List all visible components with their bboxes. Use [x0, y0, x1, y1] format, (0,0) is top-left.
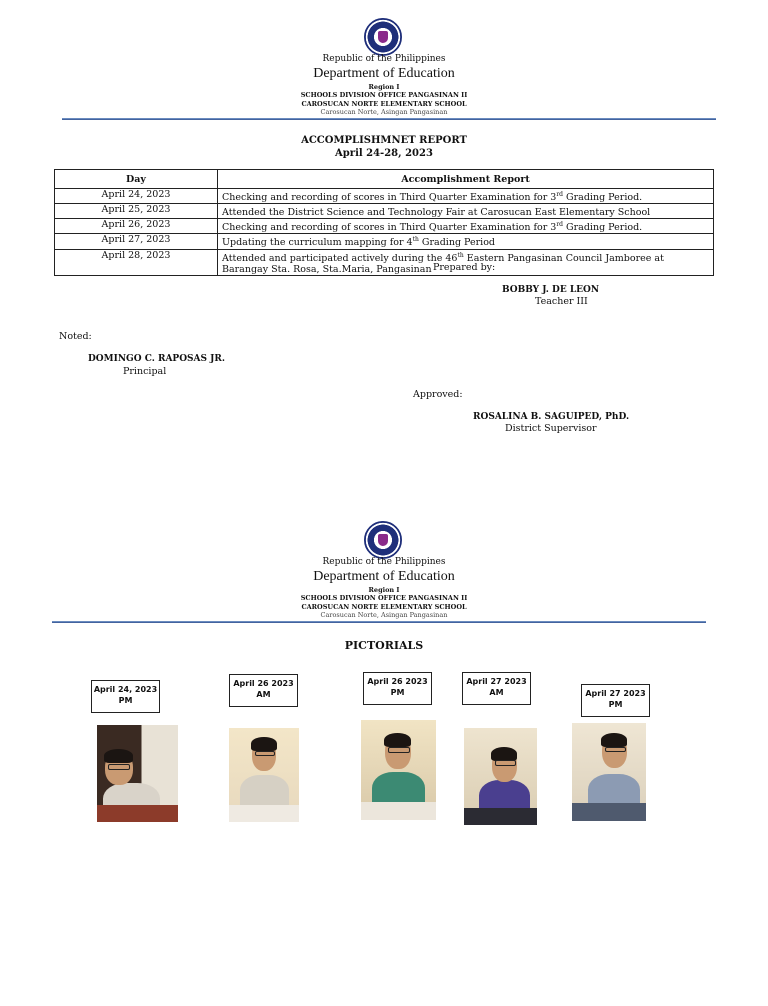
photo-caption: [91, 680, 160, 713]
day-cell: April 26, 2023: [55, 219, 218, 234]
table-row: [55, 234, 714, 249]
department-text: Department of Education: [313, 66, 455, 81]
prepared-by-name: BOBBY J. DE LEON: [502, 285, 600, 295]
noted-role: Principal: [123, 366, 167, 377]
caption-time: PM: [390, 688, 405, 697]
ordinal-suffix: rd: [556, 191, 564, 198]
day-cell: April 25, 2023: [55, 204, 218, 219]
table-row: [55, 219, 714, 234]
photo-caption: [229, 674, 298, 707]
report-text: Updating the curriculum mapping for 4: [222, 237, 413, 249]
photo-caption: [581, 684, 650, 717]
report-cell: [218, 189, 714, 204]
report-text: Attended the District Science and Technology Fair at Carosucan East Elementary School: [222, 207, 651, 219]
report-text-tail: Eastern Pangasinan Council Jamboree at Barangay Sta. Rosa, Sta.Maria, Pangasinan: [222, 252, 664, 275]
prepared-by-label: Prepared by:: [433, 262, 496, 273]
column-header-day: Day: [55, 170, 218, 189]
table-header-row: [55, 170, 714, 189]
table-row: [55, 249, 714, 275]
ordinal-suffix: th: [457, 251, 464, 259]
caption-date: April 27 2023: [585, 689, 646, 698]
address-text: Carosucan Norte, Asingan Pangasinan: [320, 108, 448, 116]
activity-photo: [464, 728, 537, 825]
approved-role: District Supervisor: [505, 423, 597, 434]
division-text: SCHOOLS DIVISION OFFICE PANGASINAN II: [300, 594, 468, 602]
noted-label: Noted:: [59, 331, 92, 342]
region-text: Region I: [368, 586, 400, 594]
deped-seal-logo: [364, 521, 402, 559]
report-cell: [218, 204, 714, 219]
report-text-tail: Grading Period.: [563, 192, 643, 204]
caption-date: April 27 2023: [466, 677, 527, 686]
report-text-tail: Grading Period: [418, 237, 496, 249]
activity-photo: [97, 725, 178, 822]
activity-photo: [361, 720, 436, 820]
day-cell: April 24, 2023: [55, 189, 218, 204]
header-divider: [52, 621, 706, 623]
column-header-report: Accomplishment Report: [218, 170, 714, 189]
ordinal-suffix: th: [412, 236, 419, 244]
header-divider: [62, 118, 716, 120]
school-text: CAROSUCAN NORTE ELEMENTARY SCHOOL: [301, 603, 467, 611]
day-cell: April 27, 2023: [55, 234, 218, 249]
republic-text: Republic of the Philippines: [322, 54, 446, 64]
report-cell: [218, 219, 714, 234]
photo-caption: [462, 672, 531, 705]
deped-seal-logo: [364, 18, 402, 56]
report-title: ACCOMPLISHMNET REPORT: [301, 135, 467, 146]
table-row: [55, 204, 714, 219]
republic-text: Republic of the Philippines: [322, 557, 446, 567]
division-text: SCHOOLS DIVISION OFFICE PANGASINAN II: [300, 91, 468, 99]
caption-time: AM: [256, 690, 271, 699]
activity-photo: [229, 728, 299, 822]
photo-caption: [363, 672, 432, 705]
report-text-tail: Grading Period.: [563, 222, 643, 234]
caption-date: April 24, 2023: [93, 685, 158, 694]
approved-name: ROSALINA B. SAGUIPED, PhD.: [473, 412, 630, 422]
school-text: CAROSUCAN NORTE ELEMENTARY SCHOOL: [301, 100, 467, 108]
address-text: Carosucan Norte, Asingan Pangasinan: [320, 611, 448, 619]
ordinal-suffix: rd: [556, 221, 564, 229]
activity-photo: [572, 723, 646, 821]
caption-date: April 26 2023: [367, 677, 428, 686]
day-cell: April 28, 2023: [55, 249, 218, 275]
caption-time: PM: [118, 696, 133, 705]
caption-date: April 26 2023: [233, 679, 294, 688]
report-text: Attended and participated actively during the 46: [222, 252, 458, 264]
report-text: Checking and recording of scores in Third Quarter Examination for 3: [222, 222, 557, 234]
report-text: Checking and recording of scores in Third Quarter Examination for 3: [222, 192, 557, 204]
caption-time: AM: [489, 688, 504, 697]
approved-label: Approved:: [413, 389, 463, 400]
accomplishment-table: [54, 169, 714, 276]
report-dates: April 24-28, 2023: [335, 148, 433, 159]
prepared-by-role: Teacher III: [535, 296, 588, 307]
report-cell: [218, 234, 714, 249]
caption-time: PM: [608, 700, 623, 709]
department-text: Department of Education: [313, 569, 455, 584]
pictorials-title: PICTORIALS: [344, 639, 424, 652]
table-row: [55, 189, 714, 204]
region-text: Region I: [368, 83, 400, 91]
noted-name: DOMINGO C. RAPOSAS JR.: [88, 354, 226, 364]
